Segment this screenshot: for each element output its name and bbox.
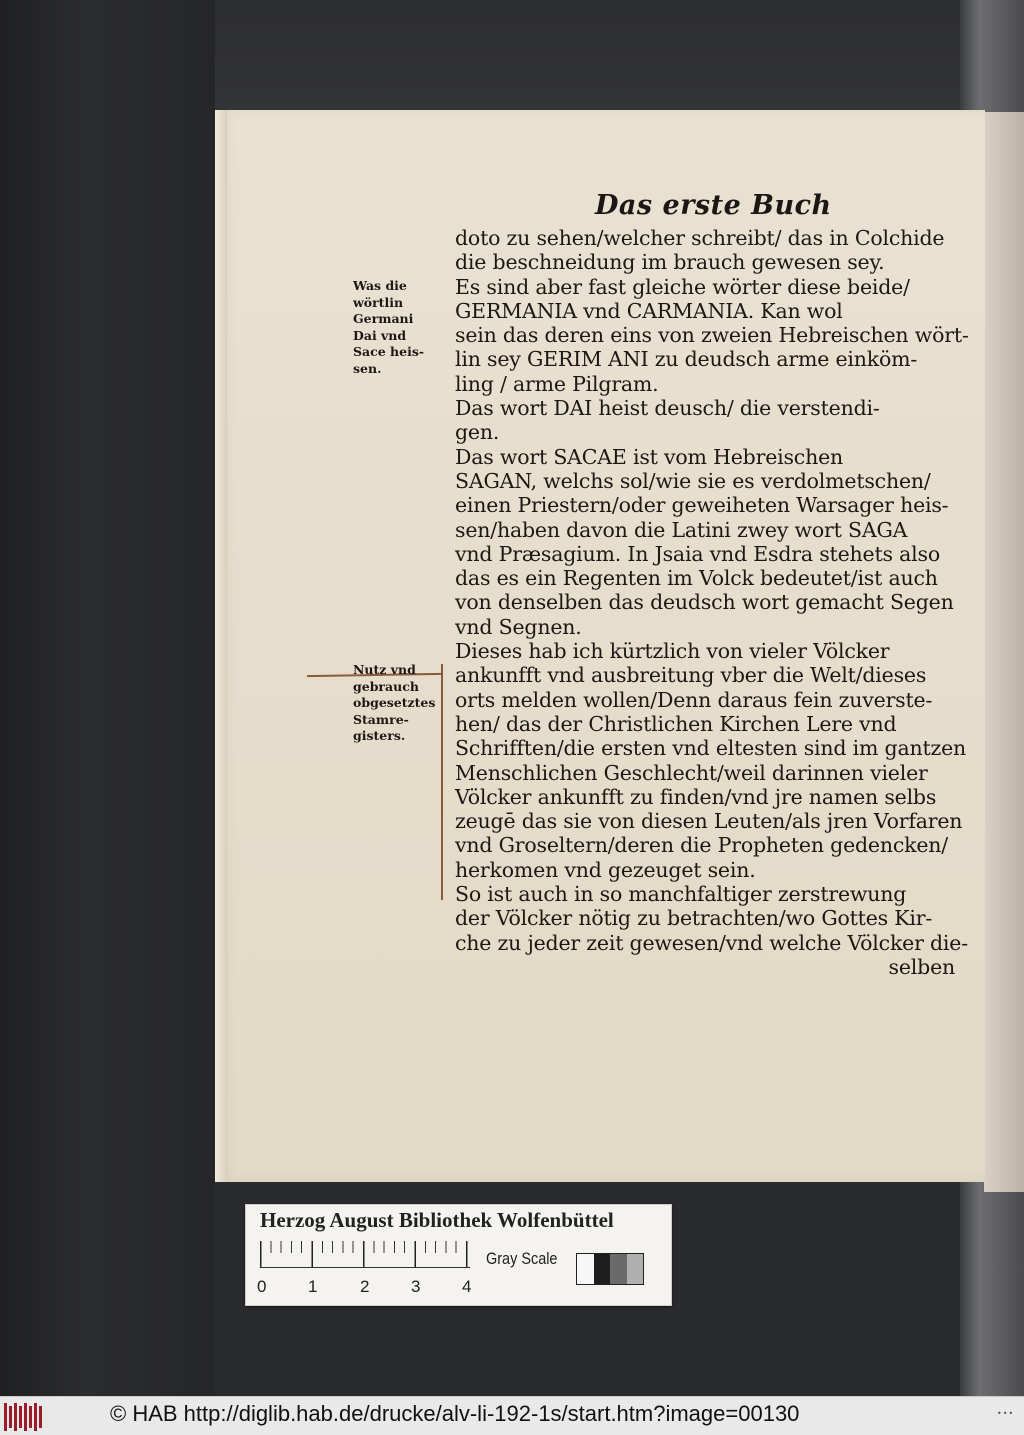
text-line: SAGAN, welchs sol/wie sie es verdolmetschen/ — [455, 468, 931, 493]
body-text — [455, 226, 969, 979]
ruler-baseline — [260, 1267, 470, 1268]
margin-note-line: gebrauch — [353, 678, 419, 694]
text-line: ankunfft vnd ausbreitung vber die Welt/dieses — [455, 663, 927, 688]
text-line: hen/ das der Christlichen Kirchen Lere vnd — [455, 711, 897, 736]
gray-scale-label: Gray Scale — [486, 1249, 558, 1268]
page-gutter — [215, 110, 227, 1182]
gray-swatch — [610, 1254, 627, 1284]
text-line: vnd Groseltern/deren die Propheten gedencken/ — [455, 833, 948, 858]
ruler-number: 4 — [462, 1277, 472, 1296]
text-line: die beschneidung im brauch gewesen sey. — [455, 250, 885, 275]
text-line: der Völcker nötig zu betrachten/wo Gottes Kir- — [455, 906, 933, 931]
more-dots-icon[interactable]: ••• — [997, 1409, 1015, 1418]
footer-copyright-link[interactable]: © HAB http://diglib.hab.de/drucke/alv-li-192-1s/start.htm?image=00130 — [110, 1401, 800, 1426]
color-scale-card — [245, 1204, 672, 1306]
logo-bar — [4, 1403, 7, 1431]
gray-swatch — [577, 1254, 594, 1284]
text-line: das es ein Regenten im Volck bedeutet/ist auch — [455, 566, 938, 591]
margin-note-line: obgesetztes — [353, 695, 436, 710]
text-line: che zu jeder zeit gewesen/vnd welche Völcker die- — [455, 930, 968, 955]
text-line: von denselben das deudsch wort gemacht Segen — [455, 590, 954, 615]
running-head: Das erste Buch — [595, 190, 832, 221]
book-page — [215, 110, 985, 1182]
text-line: GERMANIA vnd CARMANIA. Kan wol — [455, 298, 843, 323]
footer-bar — [0, 1396, 1024, 1435]
margin-note-line: Dai vnd — [353, 327, 407, 343]
margin-note-line: Nutz vnd — [353, 662, 416, 677]
text-line: So ist auch in so manchfaltiger zerstrewung — [455, 882, 907, 907]
text-line: Das wort DAI heist deusch/ die verstendi- — [455, 396, 880, 421]
ruler-number: 2 — [360, 1277, 370, 1296]
logo-bar — [19, 1406, 22, 1428]
text-line: Menschlichen Geschlecht/weil darinnen vieler — [455, 760, 928, 785]
gray-swatch — [627, 1254, 644, 1284]
text-line: zeugē das sie von diesen Leuten/als jren Vorfaren — [455, 809, 963, 834]
text-line: sein das deren eins von zweien Hebreischen wört- — [455, 323, 969, 348]
ruler-number: 1 — [308, 1277, 318, 1296]
text-line: sen/haben davon die Latini zwey wort SAGA — [455, 517, 908, 542]
margin-note-line: wörtlin — [353, 294, 404, 310]
logo-bar — [39, 1406, 42, 1428]
text-line: lin sey GERIM ANI zu deudsch arme einköm- — [455, 347, 918, 372]
text-line: doto zu sehen/welcher schreibt/ das in Colchide — [455, 226, 945, 250]
margin-note-line: Germani — [353, 311, 414, 326]
margin-note-line: Sace heis- — [353, 344, 425, 359]
text-line: herkomen vnd gezeuget sein. — [455, 857, 756, 882]
ruler-major-ticks — [260, 1241, 470, 1267]
logo-bar — [34, 1403, 37, 1431]
text-line: Es sind aber fast gleiche wörter diese beide/ — [455, 274, 910, 299]
hab-logo-icon — [4, 1403, 46, 1431]
text-line: Völcker ankunfft zu finden/vnd jre namen selbs — [455, 784, 937, 809]
gray-swatch — [594, 1254, 611, 1284]
scanner-background-top — [215, 0, 960, 110]
margin-note-line: sen. — [353, 360, 382, 376]
text-line: selben — [888, 954, 955, 979]
margin-note-line: Stamre- — [353, 711, 409, 727]
margin-note-etymology — [353, 278, 448, 377]
margin-note-line: gisters. — [353, 728, 406, 743]
text-line: einen Priestern/oder geweiheten Warsager heis- — [455, 493, 949, 518]
logo-bar — [29, 1406, 32, 1428]
text-line: orts melden wollen/Denn daraus fein zuverste- — [455, 687, 933, 712]
text-line: gen. — [455, 420, 500, 445]
ruler-number: 0 — [257, 1277, 267, 1296]
library-name: Herzog August Bibliothek Wolfenbüttel — [260, 1208, 614, 1232]
ruler-number: 3 — [411, 1277, 421, 1296]
margin-note-usage — [353, 662, 448, 745]
text-line: ling / arme Pilgram. — [455, 371, 659, 396]
logo-bar — [14, 1403, 17, 1431]
logo-bar — [24, 1403, 27, 1431]
facing-page-edge — [984, 112, 1024, 1192]
scanner-background-left — [0, 0, 215, 1396]
text-line: Schrifften/die ersten vnd eltesten sind im gantzen — [455, 736, 967, 761]
text-line: Das wort SACAE ist vom Hebreischen — [455, 444, 844, 469]
text-line: vnd Præsagium. In Jsaia vnd Esdra stehets also — [455, 541, 940, 566]
text-line: Dieses hab ich kürtzlich von vieler Völcker — [455, 639, 890, 664]
logo-bar — [9, 1406, 12, 1428]
gray-scale-swatches — [576, 1253, 644, 1285]
margin-note-line: Was die — [353, 278, 407, 293]
text-line: vnd Segnen. — [455, 614, 582, 639]
